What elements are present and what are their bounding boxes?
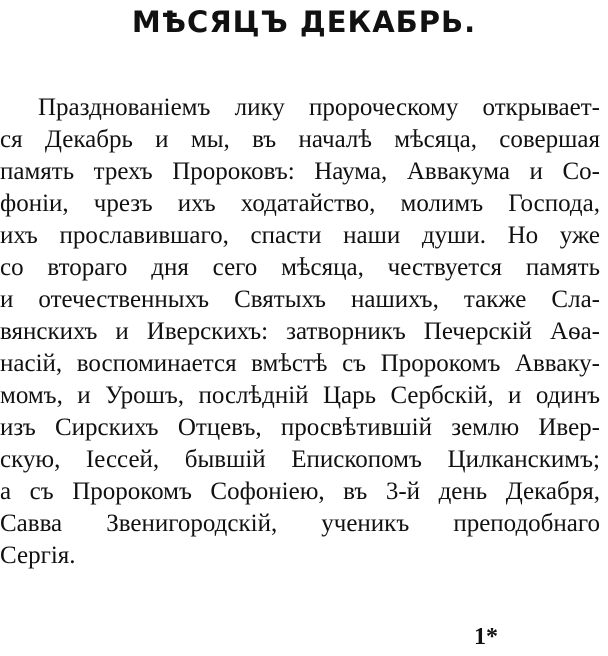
page-number: 1* (474, 624, 498, 650)
text-line: скую, Іессей, бывшій Епископомъ Цилканскимъ; (0, 446, 600, 473)
text-line: а съ Пророкомъ Софоніею, въ 3-й день Декабря, (0, 478, 600, 505)
text-line: фоніи, чрезъ ихъ ходатайство, молимъ Господа, (0, 190, 600, 217)
text-line: вянскихъ и Иверскихъ: затворникъ Печерскій Аѳа- (0, 318, 600, 345)
month-heading: МѢСЯЦЪ ДЕКАБРЬ. (131, 5, 477, 39)
text-line: и отечественныхъ Святыхъ нашихъ, также Сла- (0, 286, 600, 313)
text-line: момъ, и Урошъ, послѣдній Царь Сербскій, и одинъ (0, 382, 600, 409)
text-line: память трехъ Пророковъ: Наума, Аввакума и Со- (0, 158, 600, 185)
text-line: Празднованіемъ лику пророческому открывает- (38, 94, 600, 121)
text-line: со втораго дня сего мѣсяца, чествуется память (0, 254, 600, 281)
text-line: изъ Сирскихъ Отцевъ, просвѣтившій землю Ивер- (0, 414, 600, 441)
text-line: насій, воспоминается вмѣстѣ съ Пророкомъ Авваку- (0, 350, 600, 377)
text-line: ихъ прославившаго, спасти наши души. Но уже (0, 222, 600, 249)
text-line: Сергія. (0, 542, 76, 569)
text-line: Савва Звенигородскій, ученикъ преподобнаго (0, 510, 600, 537)
text-line: ся Декабрь и мы, въ началѣ мѣсяца, совершая (0, 126, 600, 153)
